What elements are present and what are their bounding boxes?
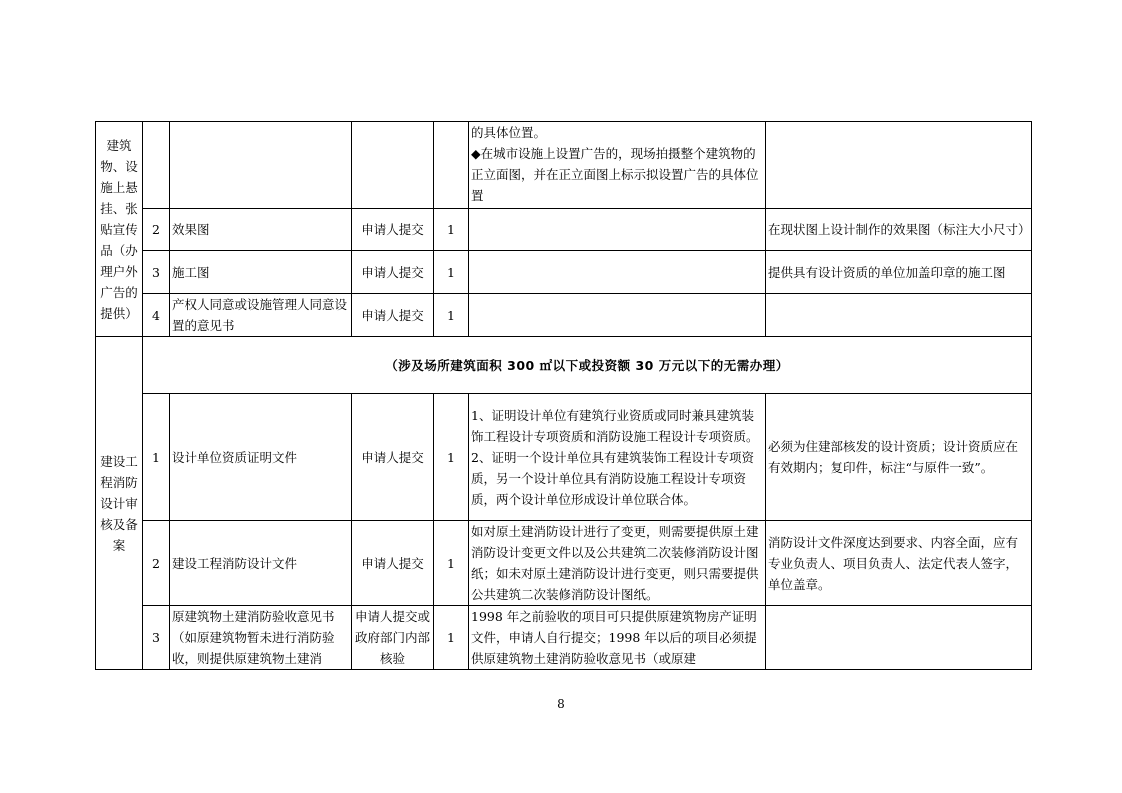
material-name: 原建筑物土建消防验收意见书（如原建筑物暂未进行消防验收，则提供原建筑物土建消 xyxy=(170,606,352,670)
table-row xyxy=(96,337,1032,394)
row-number: 3 xyxy=(143,251,170,294)
detail-cell: 的具体位置。 ◆在城市设施上设置广告的，现场拍摄整个建筑物的正立面图，并在正立面图上标示拟设置广告的具体位置 xyxy=(469,122,766,209)
table-row xyxy=(96,122,1032,209)
document-table xyxy=(95,121,1032,670)
submitter: 申请人提交 xyxy=(352,394,434,521)
row-number: 4 xyxy=(143,294,170,337)
table-row xyxy=(96,209,1032,251)
note-cell: 提供具有设计资质的单位加盖印章的施工图 xyxy=(766,251,1032,294)
material-name: 效果图 xyxy=(170,209,352,251)
submitter: 申请人提交 xyxy=(352,209,434,251)
table-row xyxy=(96,521,1032,606)
submitter: 申请人提交 xyxy=(352,521,434,606)
copies: 1 xyxy=(434,394,469,521)
material-name: 设计单位资质证明文件 xyxy=(170,394,352,521)
table-row xyxy=(96,606,1032,670)
copies: 1 xyxy=(434,606,469,670)
note-cell xyxy=(766,294,1032,337)
copies: 1 xyxy=(434,251,469,294)
copies: 1 xyxy=(434,209,469,251)
detail-cell: 1998 年之前验收的项目可只提供原建筑物房产证明文件，申请人自行提交；1998 年以后的项目必须提供原建筑物土建消防验收意见书（或原建 xyxy=(469,606,766,670)
table-row xyxy=(96,251,1032,294)
detail-cell xyxy=(469,209,766,251)
detail-cell: 1、证明设计单位有建筑行业资质或同时兼具建筑装饰工程设计专项资质和消防设施工程设计专项资质。 2、证明一个设计单位具有建筑装饰工程设计专项资质，另一个设计单位具有消防设施工程设计专项资质，两个设计单位形成设计单位联合体。 xyxy=(469,394,766,521)
section-banner: （涉及场所建筑面积 300 ㎡以下或投资额 30 万元以下的无需办理） xyxy=(143,337,1032,394)
detail-cell xyxy=(469,294,766,337)
submitter: 申请人提交 xyxy=(352,294,434,337)
copies: 1 xyxy=(434,521,469,606)
detail-cell xyxy=(469,251,766,294)
page-number: 8 xyxy=(557,697,565,711)
material-name: 施工图 xyxy=(170,251,352,294)
material-name: 产权人同意或设施管理人同意设置的意见书 xyxy=(170,294,352,337)
row-number: 1 xyxy=(143,394,170,521)
note-cell: 必须为住建部核发的设计资质；设计资质应在有效期内；复印件，标注“与原件一致”。 xyxy=(766,394,1032,521)
row-number: 3 xyxy=(143,606,170,670)
row-number: 2 xyxy=(143,209,170,251)
copies: 1 xyxy=(434,294,469,337)
table-row xyxy=(96,394,1032,521)
note-cell: 消防设计文件深度达到要求、内容全面，应有专业负责人、项目负责人、法定代表人签字，单位盖章。 xyxy=(766,521,1032,606)
material-name: 建设工程消防设计文件 xyxy=(170,521,352,606)
table-row xyxy=(96,294,1032,337)
category-cell: 建设工程消防设计审核及备案 xyxy=(96,337,143,670)
row-number: 2 xyxy=(143,521,170,606)
submitter: 申请人提交或政府部门内部核验 xyxy=(352,606,434,670)
note-cell: 在现状图上设计制作的效果图（标注大小尺寸） xyxy=(766,209,1032,251)
note-cell xyxy=(766,606,1032,670)
submitter: 申请人提交 xyxy=(352,251,434,294)
category-cell: 建筑物、设施上悬挂、张贴宣传品（办理户外广告的提供） xyxy=(96,122,143,337)
detail-cell: 如对原土建消防设计进行了变更，则需要提供原土建消防设计变更文件以及公共建筑二次装修消防设计图纸；如未对原土建消防设计进行变更，则只需要提供公共建筑二次装修消防设计图纸。 xyxy=(469,521,766,606)
